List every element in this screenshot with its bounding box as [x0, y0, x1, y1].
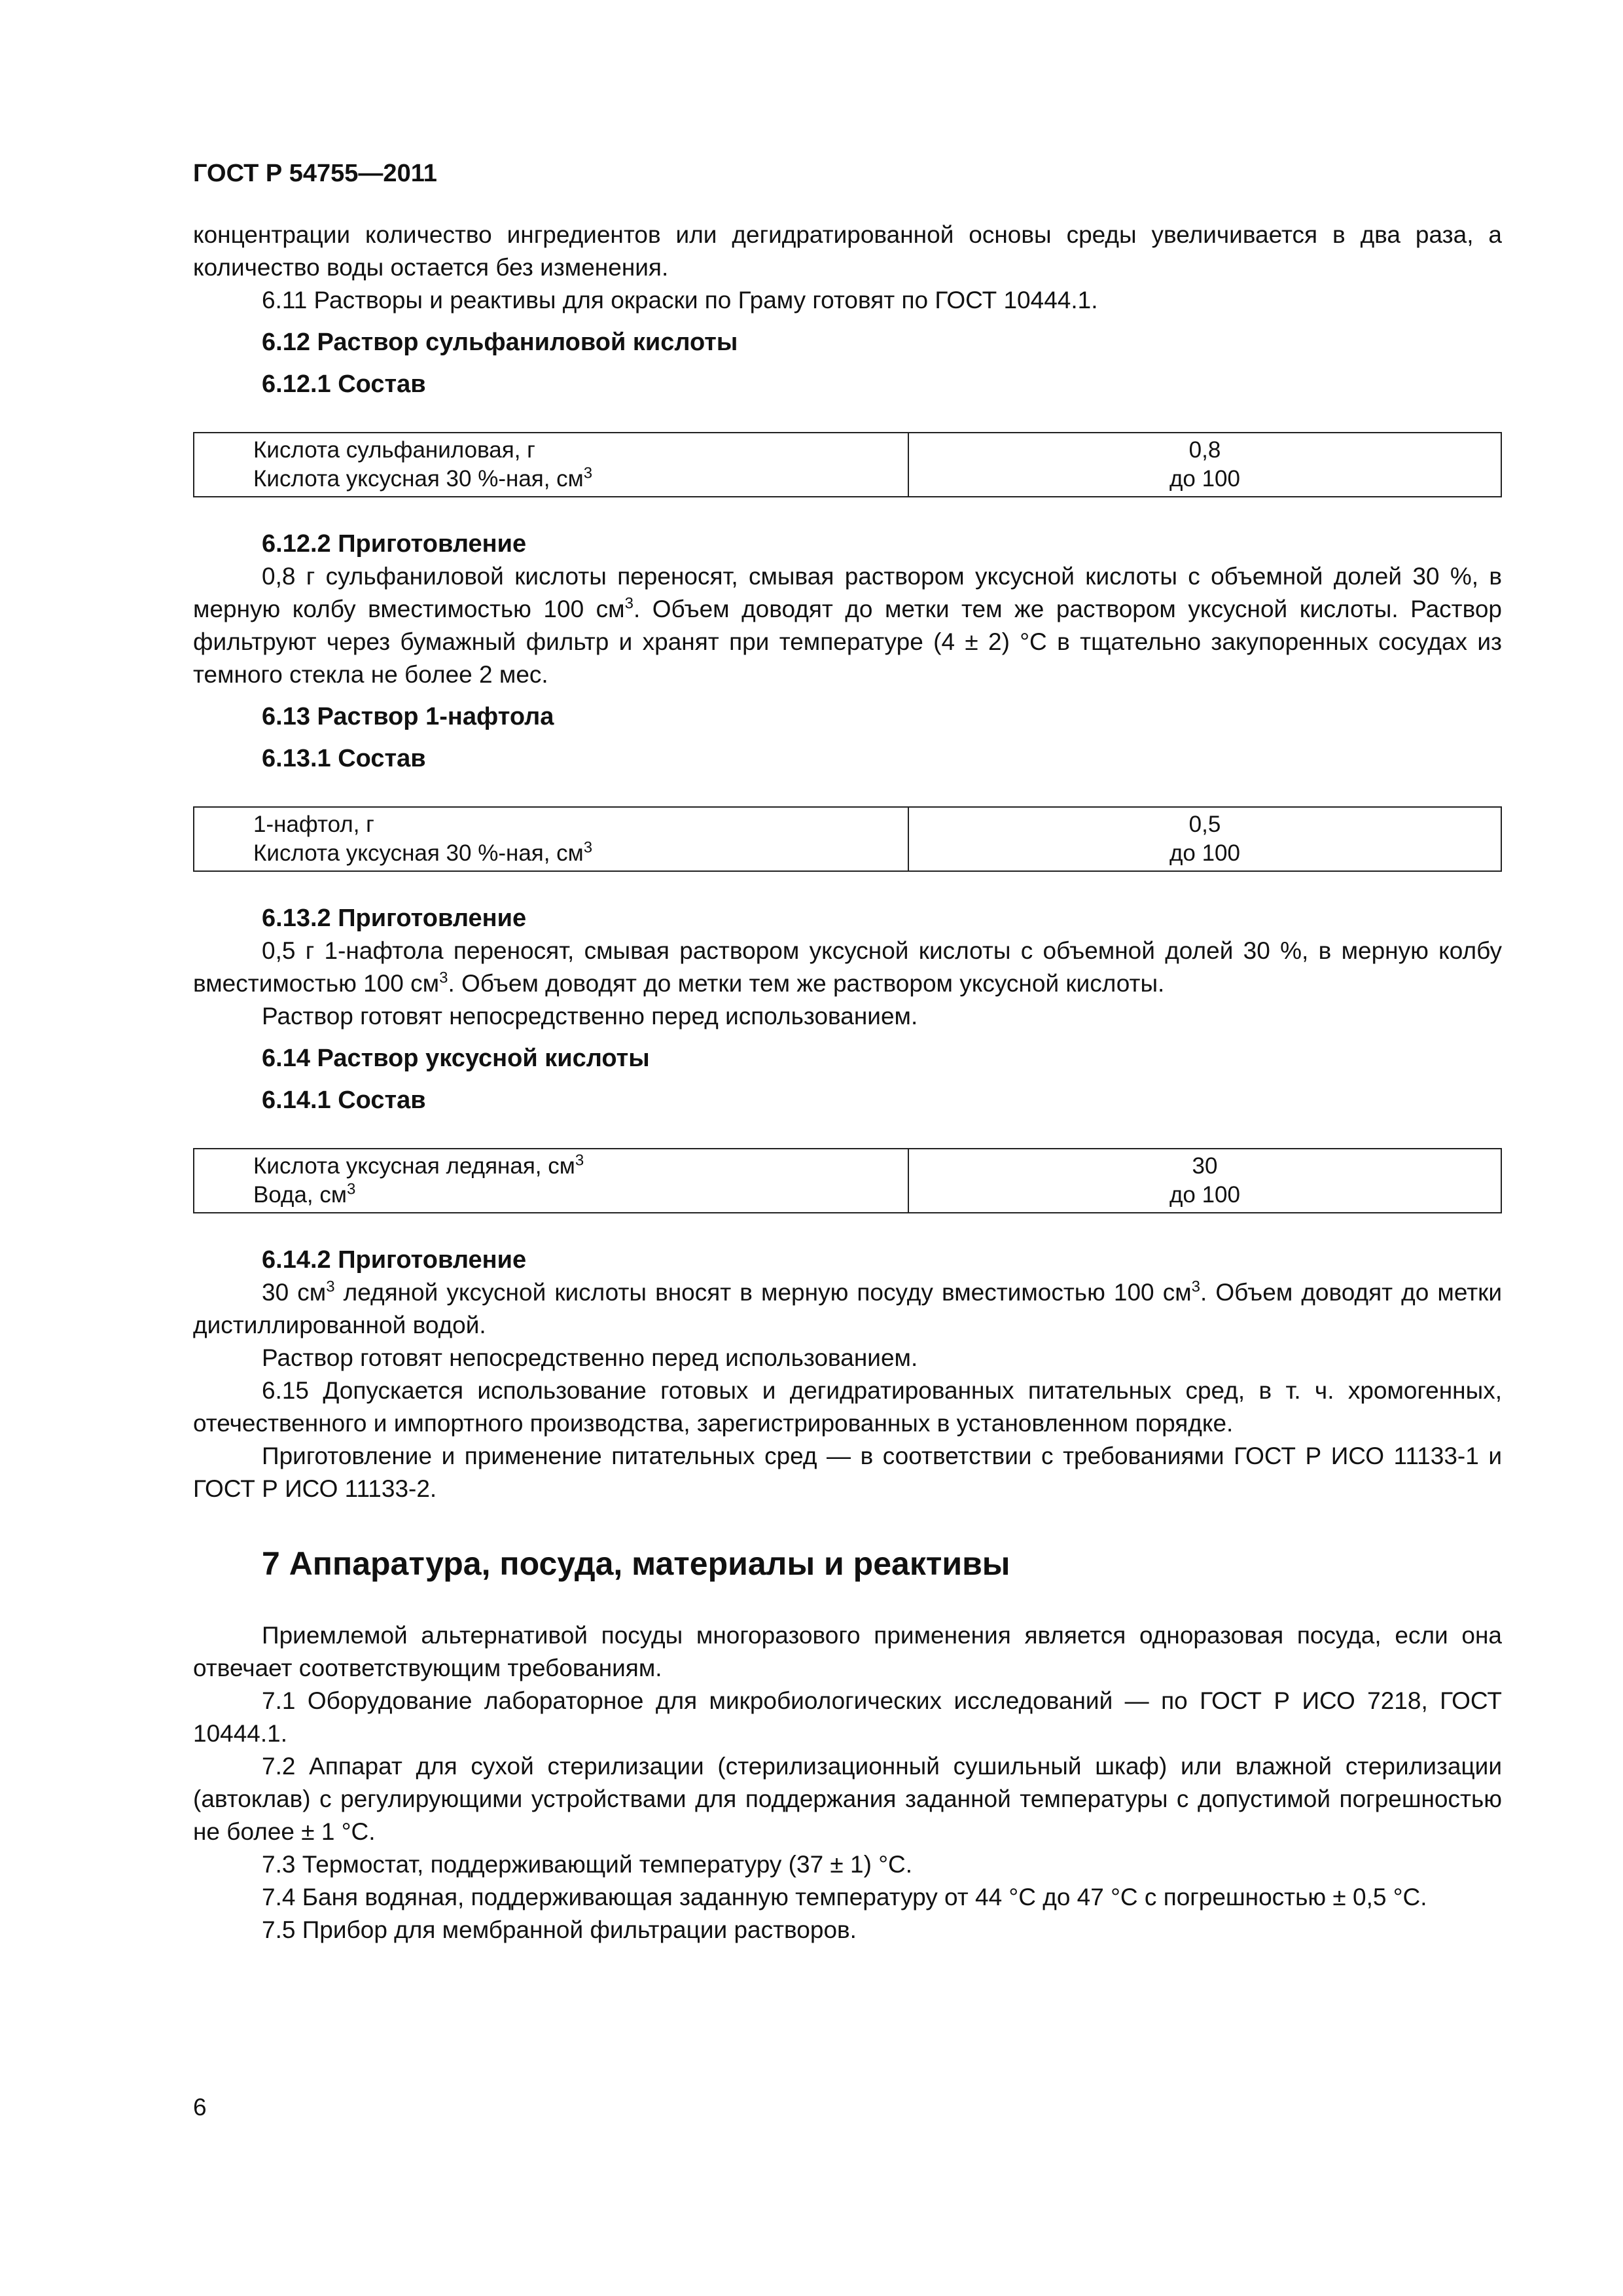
table-row — [194, 433, 1501, 497]
ingredient-amount: до 100 — [1169, 840, 1240, 866]
table-cell-value — [908, 433, 1501, 497]
heading-6-13-1: 6.13.1 Состав — [262, 745, 426, 772]
table-cell-name — [194, 433, 908, 497]
paragraph-6-15: 6.15 Допускается использование готовых и дегидратированных питательных сред, в т. ч. хромогенных, отечественного и импортного производства, зарегистрированных в установленном порядке. — [193, 1377, 1502, 1437]
preparation-paragraph-6-14-2: 30 $см^3$ ледяной уксусной кислоты вносят в мерную посуду вместимостью 100 $см^3$. Объем доводят до метки дистиллированной водой. — [193, 1278, 1503, 1338]
intro-continuation-paragraph: концентрации количество ингредиентов или дегидратированной основы среды увеличивается в два раза, а количество воды остается без изменения. — [193, 221, 1502, 281]
table-cell-name — [194, 1149, 908, 1213]
preparation-note-6-14-2: Раствор готовят непосредственно перед использованием. — [262, 1344, 918, 1371]
ingredient-amount: до 100 — [1169, 1182, 1240, 1208]
paragraph-6-11: 6.11 Растворы и реактивы для окраски по Граму готовят по ГОСТ 10444.1. — [262, 287, 1098, 314]
heading-6-14: 6.14 Раствор уксусной кислоты — [262, 1045, 650, 1072]
table-cell-value — [908, 1149, 1501, 1213]
paragraph-7-2: 7.2 Аппарат для сухой стерилизации (стерилизационный сушильный шкаф) или влажной стерилизации (автоклав) с регулирующими устройствами для поддержания заданной температуры с допустимой погрешностью не более ± 1 °С. — [193, 1753, 1502, 1845]
heading-6-14-1: 6.14.1 Состав — [262, 1086, 426, 1114]
heading-6-12: 6.12 Раствор сульфаниловой кислоты — [262, 329, 738, 356]
ingredient-name: Вода, $см^3$ — [253, 1180, 356, 1208]
heading-6-13-2: 6.13.2 Приготовление — [262, 905, 527, 932]
heading-6-12-2: 6.12.2 Приготовление — [262, 530, 527, 558]
table-row — [194, 1149, 1501, 1213]
preparation-note-6-13-2: Раствор готовят непосредственно перед использованием. — [262, 1003, 918, 1030]
paragraph-7-3: 7.3 Термостат, поддерживающий температуру (37 ± 1) °С. — [262, 1851, 912, 1878]
ingredient-name: 1-нафтол, г — [253, 812, 374, 837]
ingredient-name: Кислота сульфаниловая, г — [253, 437, 535, 463]
ingredient-amount: 0,5 — [1188, 812, 1221, 837]
paragraph-7-5: 7.5 Прибор для мембранной фильтрации растворов. — [262, 1916, 857, 1943]
ingredient-amount: до 100 — [1169, 466, 1240, 492]
preparation-paragraph-6-13-2: 0,5 г 1-нафтола переносят, смывая раствором уксусной кислоты с объемной долей 30 %, в мерную колбу вместимостью 100 $см^3$. Объем доводят до метки тем же раствором уксусной кислоты. — [193, 937, 1502, 997]
composition-table-6-14 — [193, 1148, 1502, 1213]
preparation-paragraph-6-12-2: 0,8 г сульфаниловой кислоты переносят, смывая раствором уксусной кислоты с объемной долей 30 %, в мерную колбу вместимостью 100 $см^3$. Объем доводят до метки тем же раствором уксусной кислоты. Раствор фильтруют через бумажный фильтр и хранят при температуре (4 ± 2) °С в тщательно закупоренных сосудах из темного стекла не более 2 мес. — [193, 563, 1502, 688]
heading-6-13: 6.13 Раствор 1-нафтола — [262, 703, 554, 730]
composition-table-6-13 — [193, 806, 1502, 872]
table-cell-name — [194, 807, 908, 871]
paragraph-7-1: 7.1 Оборудование лабораторное для микробиологических исследований — по ГОСТ Р ИСО 7218, ГОСТ 10444.1. — [193, 1687, 1502, 1747]
table-row — [194, 807, 1501, 871]
document-page — [193, 157, 1502, 1946]
heading-6-14-2: 6.14.2 Приготовление — [262, 1246, 527, 1274]
heading-6-12-1: 6.12.1 Состав — [262, 370, 426, 398]
ingredient-name: Кислота уксусная ледяная, $см^3$ — [253, 1151, 584, 1179]
page-number: 6 — [193, 2094, 207, 2121]
ingredient-amount: 30 — [1192, 1153, 1218, 1179]
section-7-heading: 7 Аппаратура, посуда, материалы и реактивы — [262, 1545, 1010, 1582]
ingredient-name: Кислота уксусная 30 %-ная, $см^3$ — [253, 464, 593, 492]
document-code-header: ГОСТ Р 54755—2011 — [193, 160, 437, 187]
ingredient-amount: 0,8 — [1188, 437, 1221, 463]
composition-table-6-12 — [193, 432, 1502, 497]
paragraph-6-15-continuation: Приготовление и применение питательных сред — в соответствии с требованиями ГОСТ Р ИСО 11133-1 и ГОСТ Р ИСО 11133-2. — [193, 1443, 1502, 1502]
paragraph-7-4: 7.4 Баня водяная, поддерживающая заданную температуру от 44 °С до 47 °С с погрешностью ± 0,5 °С. — [262, 1884, 1427, 1910]
ingredient-name: Кислота уксусная 30 %-ная, $см^3$ — [253, 838, 593, 866]
section-7-intro: Приемлемой альтернативой посуды многоразового применения является одноразовая посуда, если она отвечает соответствующим требованиям. — [193, 1622, 1502, 1681]
table-cell-value — [908, 807, 1501, 871]
